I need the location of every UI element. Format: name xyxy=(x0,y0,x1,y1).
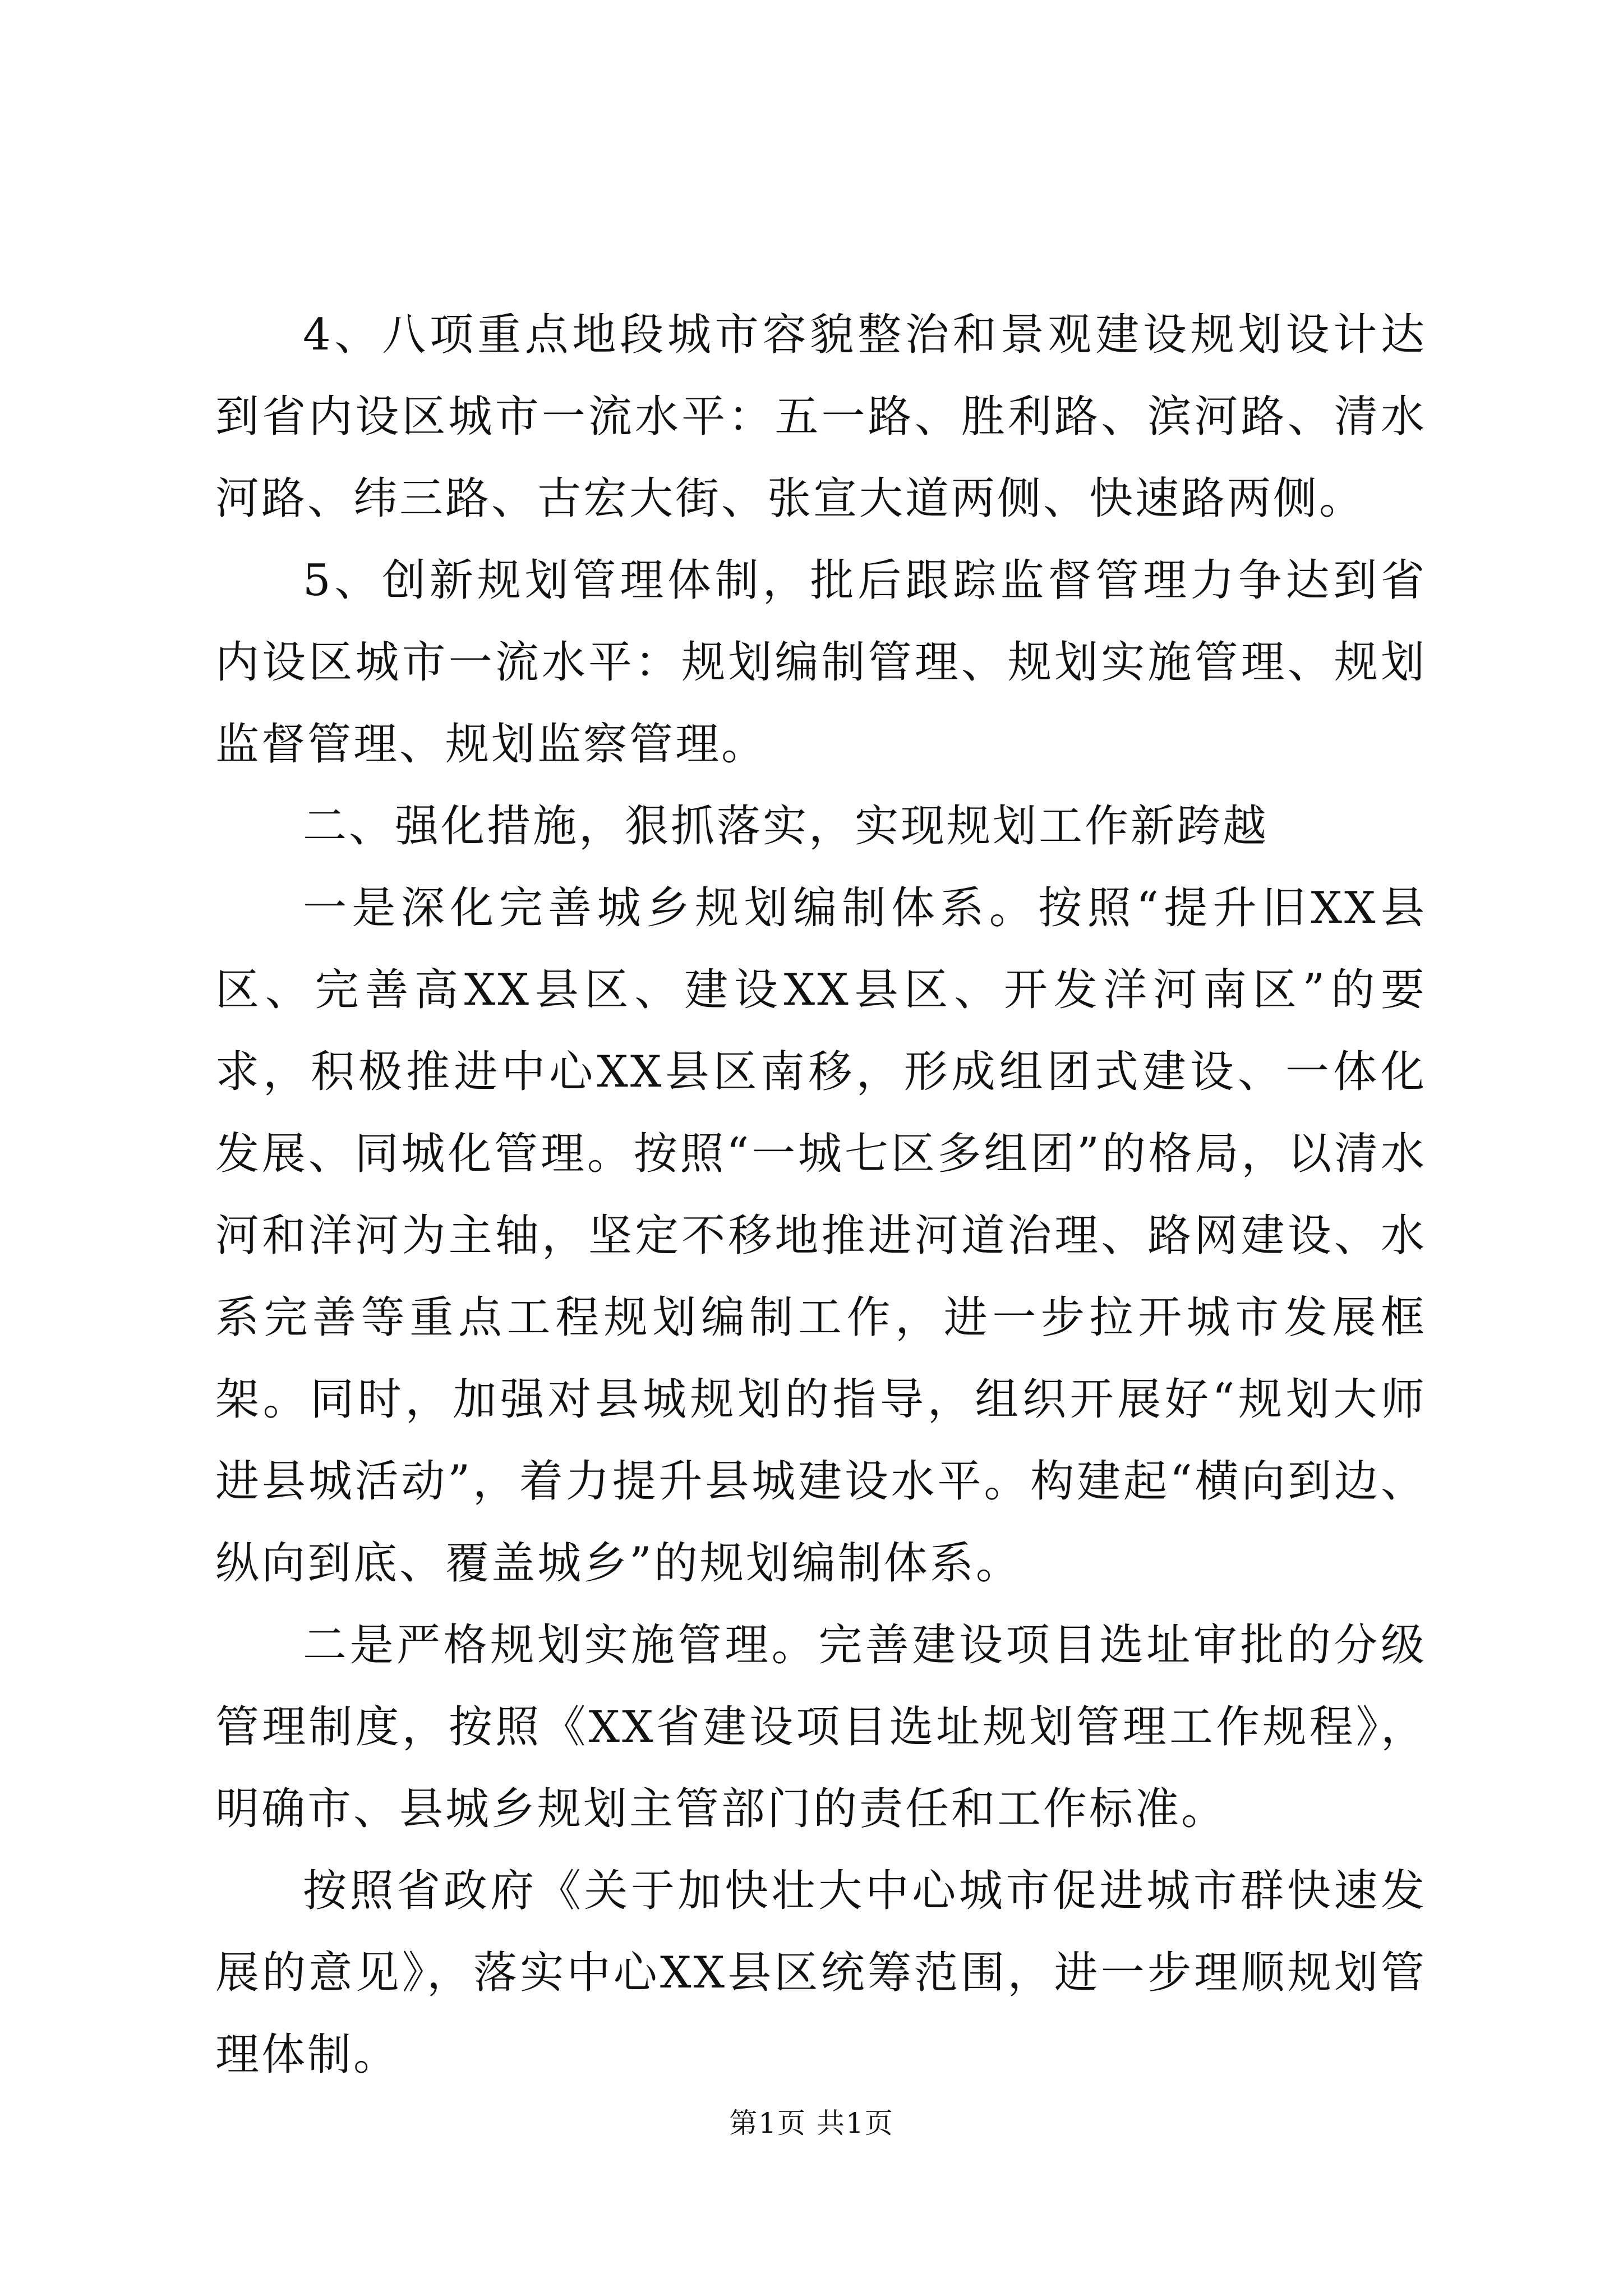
page-footer: 第1页 共1页 xyxy=(729,2107,894,2139)
paragraph-planning-system: 一是深化完善城乡规划编制体系。按照“提升旧XX县区、完善高XX县区、建设XX县区、开发洋河南区”的要求，积极推进中心XX县区南移，形成组团式建设、一体化发展、同城化管理。按照“一城七区多组团”的格局，以清水河和洋河为主轴，坚定不移地推进河道治理、路网建设、水系完善等重点工程规划编制工作，进一步拉开城市发展框架。同时，加强对县城规划的指导，组织开展好“规划大师进县城活动”，着力提升县城建设水平。构建起“横向到边、纵向到底、覆盖城乡”的规划编制体系。 xyxy=(215,883,1427,1589)
paragraph-management-system: 按照省政府《关于加快壮大中心城市促进城市群快速发展的意见》，落实中心XX县区统筹范围，进一步理顺规划管理体制。 xyxy=(215,1866,1427,2080)
section-heading: 二、强化措施，狠抓落实，实现规划工作新跨越 xyxy=(303,801,1269,852)
paragraph-implementation: 二是严格规划实施管理。完善建设项目选址审批的分级管理制度，按照《XX省建设项目选址规划管理工作规程》，明确市、县城乡规划主管部门的责任和工作标准。 xyxy=(215,1620,1427,1834)
paragraph-item-4: 4、八项重点地段城市容貌整治和景观建设规划设计达到省内设区城市一流水平：五一路、胜利路、滨河路、清水河路、纬三路、古宏大街、张宣大道两侧、快速路两侧。 xyxy=(215,310,1427,524)
document-body xyxy=(215,294,1427,2096)
paragraph-item-5: 5、创新规划管理体制，批后跟踪监督管理力争达到省内设区城市一流水平：规划编制管理、规划实施管理、规划监督管理、规划监察管理。 xyxy=(215,555,1427,770)
